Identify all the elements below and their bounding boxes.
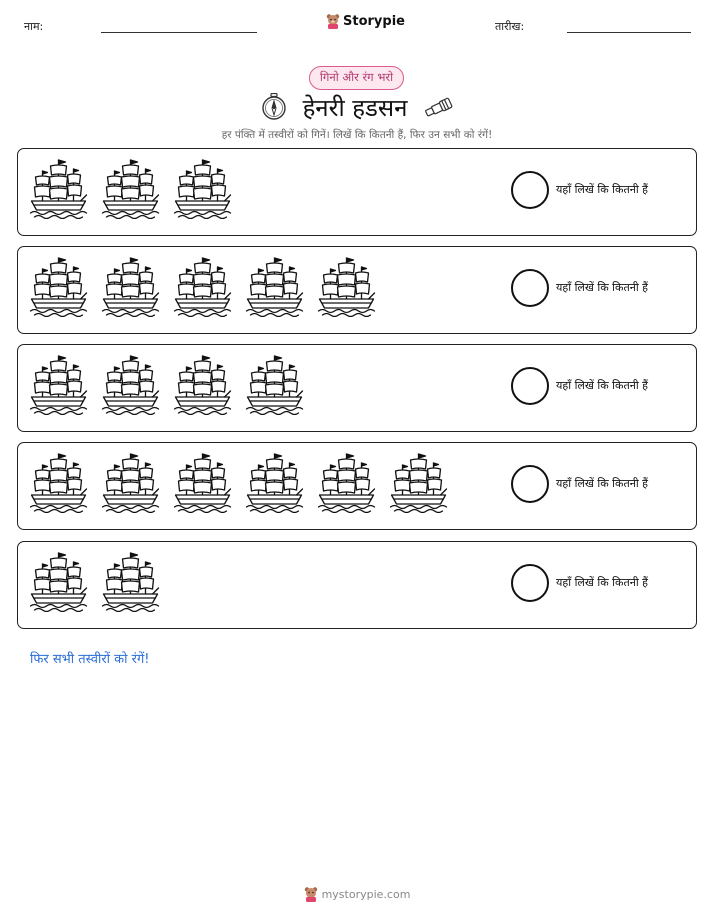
name-label: नाम: [24, 20, 44, 33]
ship-icon [100, 157, 161, 219]
ship-group [28, 157, 233, 219]
ship-icon [100, 353, 161, 415]
counting-row [17, 344, 697, 432]
answer-circle[interactable] [511, 269, 549, 307]
ship-icon [100, 255, 161, 317]
answer-label: यहाँ लिखें कि कितनी हैं [556, 183, 649, 196]
counting-row [17, 246, 697, 334]
compass-icon [261, 93, 287, 121]
telescope-icon [423, 95, 453, 119]
date-field[interactable] [567, 32, 691, 33]
brand-name: Storypie [343, 13, 405, 29]
answer-label: यहाँ लिखें कि कितनी हैं [556, 576, 649, 589]
counting-row [17, 442, 697, 530]
page-title: हेनरी हडसन [302, 93, 408, 122]
ship-icon [100, 451, 161, 513]
color-instruction: फिर सभी तस्वीरों को रंगें! [30, 652, 150, 667]
instructions: हर पंक्ति में तस्वीरों को गिनें। लिखें कि कितनी हैं, फिर उन सभी को रंगें! [221, 129, 493, 141]
ship-icon [244, 255, 305, 317]
counting-row [17, 541, 697, 629]
activity-badge: गिनो और रंग भरो [309, 66, 404, 90]
ship-icon [100, 550, 161, 612]
site-footer [0, 886, 714, 902]
ship-group [28, 550, 161, 612]
date-label: तारीख: [495, 20, 525, 33]
title-row [0, 90, 714, 124]
brand-logo [326, 13, 405, 29]
answer-circle[interactable] [511, 465, 549, 503]
ship-icon [172, 255, 233, 317]
name-field[interactable] [101, 32, 257, 33]
answer-label: यहाँ लिखें कि कितनी हैं [556, 281, 649, 294]
bear-logo-icon [326, 13, 340, 29]
ship-icon [172, 157, 233, 219]
counting-row [17, 148, 697, 236]
ship-group [28, 451, 449, 513]
answer-circle[interactable] [511, 171, 549, 209]
ship-icon [388, 451, 449, 513]
answer-label: यहाँ लिखें कि कितनी हैं [556, 379, 649, 392]
ship-icon [172, 451, 233, 513]
ship-icon [28, 353, 89, 415]
ship-group [28, 255, 377, 317]
site-url: mystorypie.com [321, 887, 411, 901]
answer-circle[interactable] [511, 564, 549, 602]
ship-icon [28, 157, 89, 219]
ship-icon [28, 255, 89, 317]
ship-icon [316, 451, 377, 513]
ship-icon [244, 451, 305, 513]
answer-label: यहाँ लिखें कि कितनी हैं [556, 477, 649, 490]
ship-icon [316, 255, 377, 317]
bear-logo-icon [304, 886, 318, 902]
ship-icon [28, 550, 89, 612]
ship-group [28, 353, 305, 415]
ship-icon [244, 353, 305, 415]
ship-icon [172, 353, 233, 415]
ship-icon [28, 451, 89, 513]
answer-circle[interactable] [511, 367, 549, 405]
